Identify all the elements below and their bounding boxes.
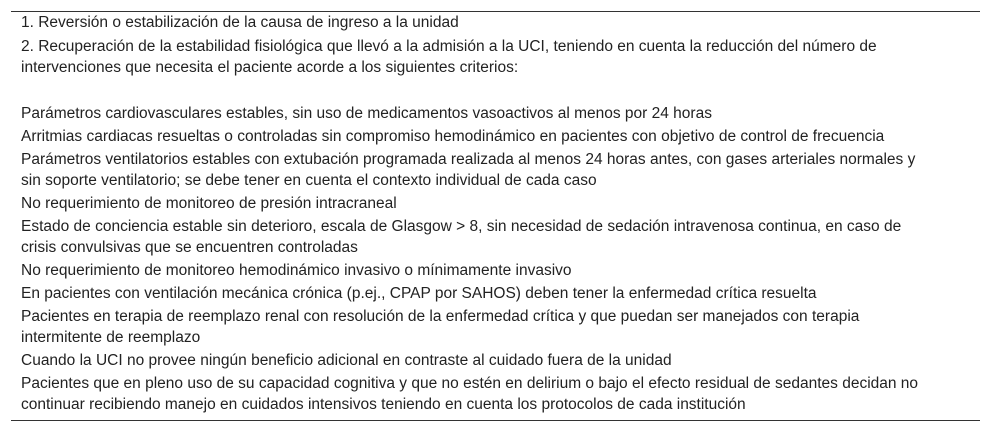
sub-criterion-no-benefit: Cuando la UCI no provee ningún beneficio adicional en contraste al cuidado fuera de la unidad	[21, 352, 672, 369]
sub-criterion-arrhythmia: Arritmias cardiacas resueltas o controladas sin compromiso hemodinámico en pacientes con objetivo de control de frecuencia	[21, 128, 885, 145]
sub-criterion-chronic-ventilation: En pacientes con ventilación mecánica crónica (p.ej., CPAP por SAHOS) deben tener la enfermedad crítica resuelta	[21, 285, 817, 302]
sub-criterion-ventilatory-line-1: Parámetros ventilatorios estables con extubación programada realizada al menos 24 horas antes, con gases arteriales normales y	[21, 151, 916, 168]
sub-criterion-ventilatory-line-2: sin soporte ventilatorio; se debe tener en cuenta el contexto individual de cada caso	[21, 172, 597, 189]
criterion-2-line-2: intervenciones que necesita el paciente acorde a los siguientes criterios:	[21, 59, 519, 76]
sub-criterion-consciousness-line-2: crisis convulsivas que se encuentren controladas	[21, 239, 358, 256]
sub-criterion-patient-decision-line-1: Pacientes que en pleno uso de su capacidad cognitiva y que no estén en delirium o bajo el efecto residual de sedantes decidan no	[21, 375, 919, 392]
sub-criterion-intracranial: No requerimiento de monitoreo de presión intracraneal	[21, 195, 397, 212]
criterion-1: 1. Reversión o estabilización de la causa de ingreso a la unidad	[21, 14, 459, 31]
sub-criterion-consciousness-line-1: Estado de conciencia estable sin deterioro, escala de Glasgow > 8, sin necesidad de sedación intravenosa continua, en caso de	[21, 218, 902, 235]
sub-criterion-cardiovascular: Parámetros cardiovasculares estables, sin uso de medicamentos vasoactivos al menos por 24 horas	[21, 105, 712, 122]
sub-criterion-renal-line-2: intermitente de reemplazo	[21, 329, 201, 346]
sub-criterion-patient-decision-line-2: continuar recibiendo manejo en cuidados intensivos teniendo en cuenta los protocolos de cada institución	[21, 396, 746, 413]
criterion-2-line-1: 2. Recuperación de la estabilidad fisiológica que llevó a la admisión a la UCI, teniendo en cuenta la reducción del número de	[21, 38, 877, 55]
sub-criterion-hemodynamic: No requerimiento de monitoreo hemodinámico invasivo o mínimamente invasivo	[21, 262, 572, 279]
sub-criterion-renal-line-1: Pacientes en terapia de reemplazo renal con resolución de la enfermedad crítica y que puedan ser manejados con terapia	[21, 308, 860, 325]
